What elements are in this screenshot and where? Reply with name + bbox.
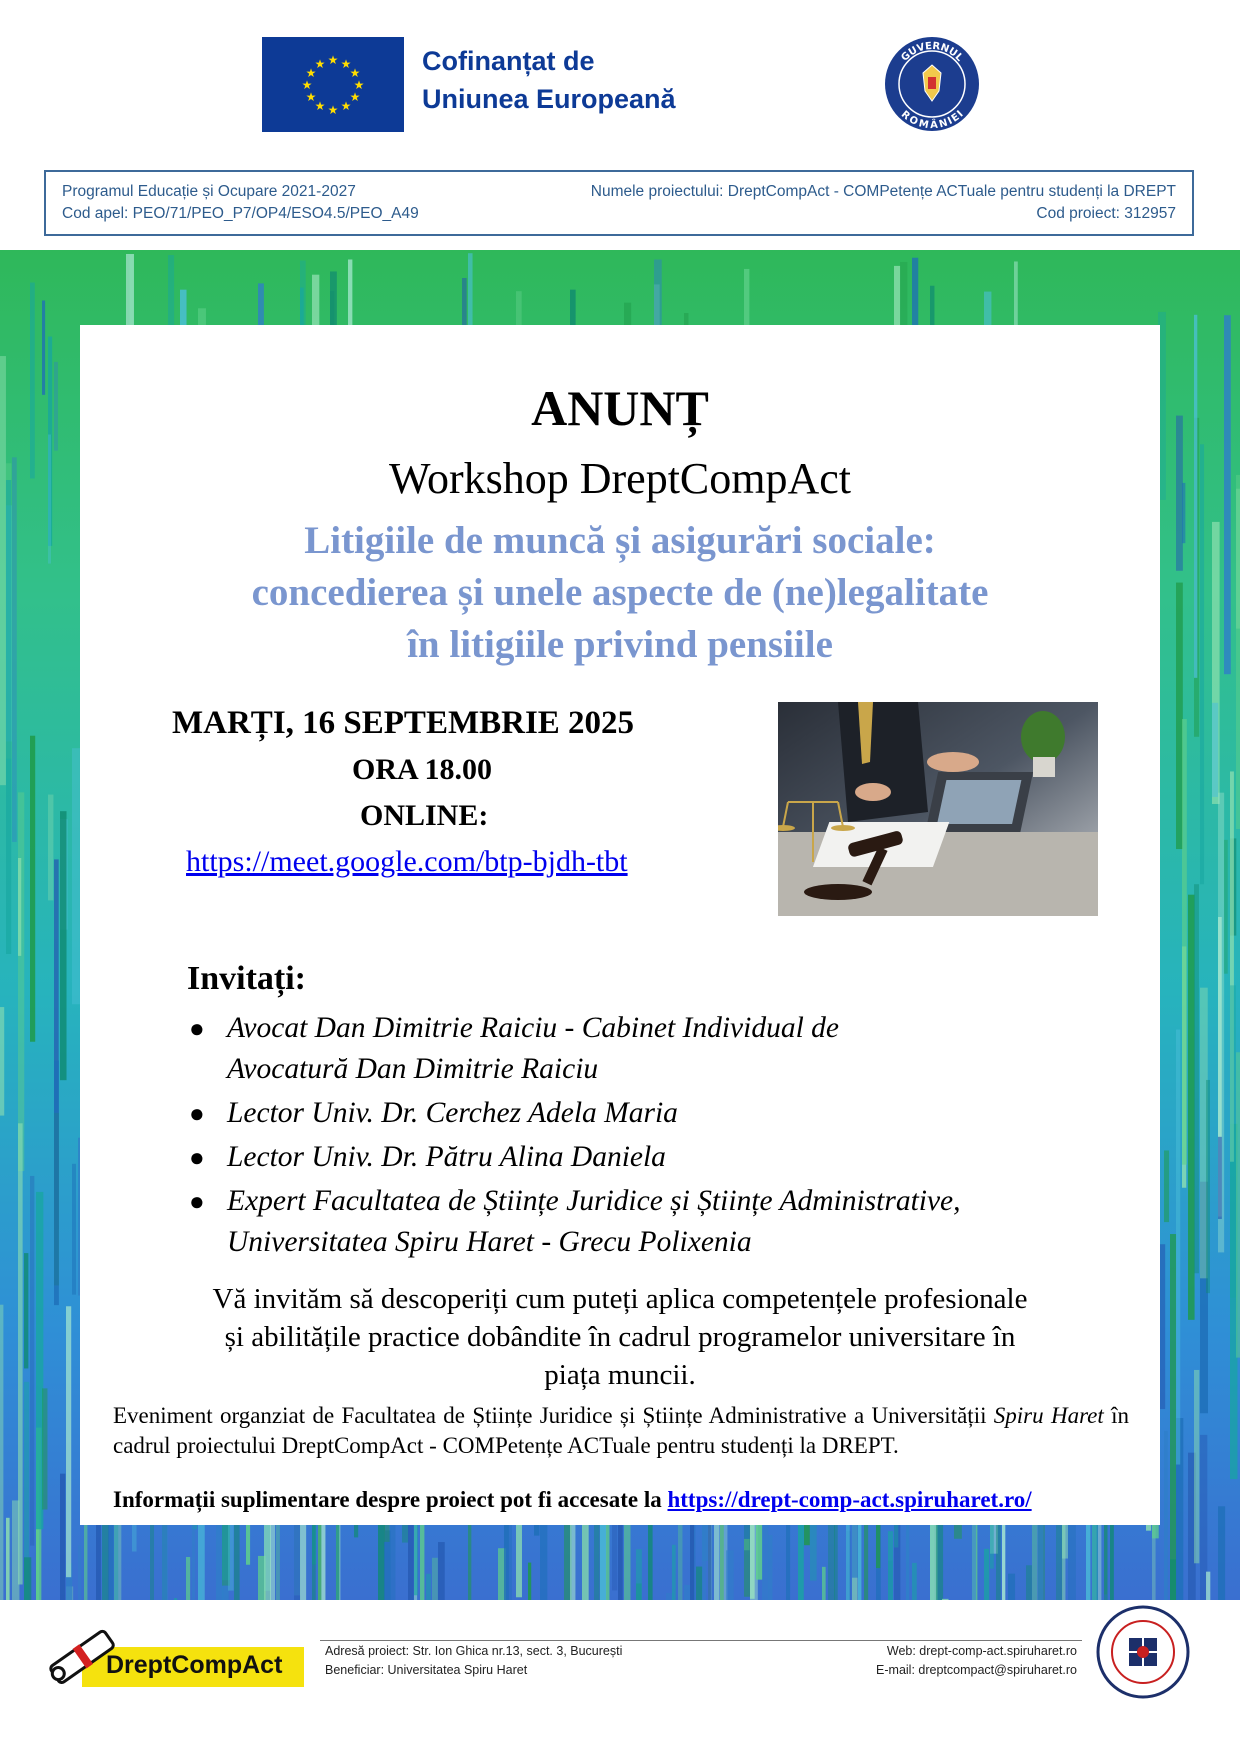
guest-line: Expert Facultatea de Științe Juridice și Științe Administrative,	[227, 1185, 961, 1217]
streak	[1164, 1431, 1168, 1600]
streak	[768, 1535, 772, 1600]
call-code: Cod apel: PEO/71/PEO_P7/OP4/ESO4.5/PEO_A49	[62, 205, 419, 222]
beneficiary: Beneficiar: Universitatea Spiru Haret	[325, 1663, 528, 1677]
streak	[1218, 1137, 1222, 1219]
streak	[1194, 315, 1197, 678]
streak	[0, 356, 6, 785]
list-item	[187, 1008, 1147, 1090]
bullet-icon: ●	[189, 1143, 205, 1172]
streak	[72, 748, 80, 1004]
website: Web: drept-comp-act.spiruharet.ro	[886, 1644, 1077, 1658]
streak	[1206, 1572, 1210, 1600]
dreptcompact-logo	[44, 1618, 304, 1688]
streak	[1236, 1052, 1240, 1357]
gov-seal-bottom-text: ROMÂNIEI	[898, 108, 966, 132]
streak	[1224, 840, 1228, 974]
footer-address-block	[325, 1642, 622, 1680]
streak	[984, 1549, 989, 1600]
streak	[912, 1563, 917, 1600]
streak	[1170, 1234, 1176, 1600]
streak	[60, 811, 67, 1080]
more-info-label: Informații suplimentare despre proiect pot fi accesate la	[113, 1487, 668, 1512]
project-name: Numele proiectului: DreptCompAct - COMPetențe ACTuale pentru studenți la DREPT	[590, 183, 1176, 200]
announcement-title: ANUNȚ	[531, 380, 709, 436]
project-address: Adresă proiect: Str. Ion Ghica nr.13, sect. 3, București	[325, 1644, 623, 1658]
streak	[1110, 1518, 1114, 1600]
law-gavel-photo	[778, 702, 1098, 916]
invitation-line: piața muncii.	[544, 1359, 696, 1391]
streak	[78, 1545, 81, 1600]
streak	[1194, 1370, 1199, 1563]
university-seal-icon	[1095, 1604, 1191, 1700]
streak	[1212, 703, 1218, 797]
list-item	[187, 1137, 1147, 1178]
streak	[18, 858, 21, 956]
streak	[0, 1305, 3, 1600]
theme-line3: în litigiile privind pensiile	[407, 623, 833, 666]
svg-text:★: ★	[301, 78, 313, 92]
logo-text: DreptCompAct	[106, 1651, 283, 1679]
organizer-note	[113, 1401, 1129, 1461]
program-info-box	[44, 170, 1194, 236]
svg-text:★: ★	[305, 66, 317, 80]
streak	[12, 457, 17, 842]
streak	[438, 1542, 445, 1600]
bullet-icon: ●	[189, 1187, 205, 1216]
svg-text:★: ★	[327, 103, 339, 117]
streak	[1176, 583, 1183, 849]
streak	[1188, 895, 1195, 1320]
streak	[1170, 1559, 1176, 1600]
streak	[186, 1557, 190, 1600]
list-item	[187, 1181, 1147, 1263]
streak	[24, 1557, 31, 1600]
streak	[300, 1518, 306, 1600]
streak	[30, 736, 35, 1042]
streak	[426, 1574, 431, 1600]
project-website-link[interactable]: https://drept-comp-act.spiruharet.ro/	[667, 1487, 1032, 1512]
invitation-line: Vă invităm să descoperiți cum puteți aplica competențele profesionale	[212, 1283, 1028, 1315]
streak	[798, 1525, 804, 1600]
footer-contact-block	[876, 1642, 1077, 1680]
streak	[432, 1558, 438, 1600]
streak	[1224, 315, 1231, 674]
workshop-theme	[80, 515, 1160, 671]
streak	[48, 795, 53, 901]
theme-line1: Litigiile de muncă și asigurări sociale:	[304, 519, 936, 562]
svg-text:★: ★	[305, 90, 317, 104]
svg-text:★: ★	[340, 99, 352, 113]
theme-line2: concedierea și unele aspecte de (ne)legalitate	[251, 571, 989, 614]
meeting-link[interactable]: https://meet.google.com/btp-bjdh-tbt	[186, 845, 628, 878]
streak	[24, 1253, 28, 1368]
svg-text:★: ★	[349, 90, 361, 104]
guest-line: Universitatea Spiru Haret - Grecu Polixenia	[227, 1226, 752, 1258]
romanian-government-seal-icon	[883, 35, 981, 133]
svg-text:★: ★	[314, 99, 326, 113]
bullet-icon: ●	[189, 1014, 205, 1043]
streak	[72, 1164, 76, 1295]
streak	[1194, 884, 1199, 1273]
streak	[0, 1007, 4, 1115]
streak	[18, 792, 24, 1171]
streak	[48, 434, 51, 563]
project-code: Cod proiect: 312957	[1036, 205, 1176, 222]
streak	[1206, 1080, 1210, 1293]
event-hour: ORA 18.00	[352, 753, 493, 786]
program-name: Programul Educație și Ocupare 2021-2027	[62, 183, 356, 200]
invitation-line: și abilitățile practice dobândite în cadrul programelor universitare în	[224, 1321, 1016, 1353]
more-info	[113, 1487, 1032, 1513]
svg-text:★: ★	[353, 78, 365, 92]
streak	[672, 1545, 676, 1600]
streak	[726, 1550, 734, 1600]
streak	[54, 1061, 59, 1306]
invitation-paragraph	[120, 1280, 1120, 1394]
eu-cofinancing-text	[422, 42, 676, 118]
streak	[1230, 985, 1236, 1297]
streak	[1176, 416, 1183, 571]
guest-line: Avocat Dan Dimitrie Raiciu - Cabinet Individual de	[227, 1012, 840, 1044]
streak	[528, 1563, 531, 1600]
streak	[1182, 719, 1187, 1165]
streak	[42, 300, 45, 394]
bullet-icon: ●	[189, 1099, 205, 1128]
page-footer	[0, 1600, 1240, 1754]
streak	[822, 1567, 826, 1600]
workshop-subtitle: Workshop DreptCompAct	[388, 454, 852, 503]
streak	[54, 362, 58, 451]
streak	[1218, 1506, 1225, 1600]
organizer-text: Eveniment organziat de Facultatea de Științe Juridice și Științe Administrative a Universității	[113, 1403, 994, 1428]
streak	[6, 480, 11, 954]
streak	[378, 1515, 385, 1600]
eu-text-line1: Cofinanțat de	[422, 46, 595, 76]
eu-text-line2: Uniunea Europeană	[422, 84, 676, 114]
streak	[1164, 1150, 1169, 1222]
guests-heading: Invitați:	[187, 960, 306, 997]
streak	[1236, 475, 1240, 829]
streak	[684, 1585, 690, 1600]
email: E-mail: dreptcompact@spiruharet.ro	[876, 1663, 1077, 1677]
streak	[1056, 1525, 1063, 1600]
streak	[696, 1567, 702, 1600]
streak	[6, 1518, 10, 1600]
streak	[66, 1306, 71, 1577]
streak	[60, 1474, 65, 1600]
guest-line: Avocatură Dan Dimitrie Raiciu	[227, 1053, 599, 1085]
organizer-text-end: în cadrul proiectului DreptCompAct - COMPetențe ACTuale pentru studenți la DREPT.	[113, 1403, 1129, 1458]
streak	[606, 1518, 609, 1600]
gov-seal-top-text: GUVERNUL	[899, 40, 965, 64]
svg-text:★: ★	[327, 53, 339, 67]
streak	[1176, 1030, 1180, 1465]
guest-line: Lector Univ. Dr. Pătru Alina Daniela	[227, 1141, 666, 1173]
guests-list	[187, 1008, 1147, 1266]
svg-text:★: ★	[340, 57, 352, 71]
streak	[42, 1388, 47, 1509]
list-item	[187, 1093, 1147, 1134]
event-date: MARȚI, 16 SEPTEMBRIE 2025	[172, 705, 635, 741]
streak	[1026, 1565, 1032, 1600]
streak	[1182, 483, 1185, 543]
footer-divider	[320, 1640, 1082, 1641]
streak	[30, 283, 35, 479]
streak	[888, 1531, 893, 1600]
announcement-card	[80, 325, 1160, 1525]
streak	[1200, 444, 1204, 884]
streak	[1008, 1574, 1015, 1600]
streak	[30, 1176, 34, 1546]
svg-text:★: ★	[349, 66, 361, 80]
eu-flag-icon	[262, 37, 404, 132]
university-name: Spiru Haret	[993, 1403, 1104, 1428]
streak	[636, 1549, 642, 1600]
event-mode: ONLINE:	[360, 799, 489, 832]
page-header	[0, 0, 1240, 250]
guest-line: Lector Univ. Dr. Cerchez Adela Maria	[227, 1097, 678, 1129]
svg-text:★: ★	[314, 57, 326, 71]
streak	[18, 1123, 23, 1584]
